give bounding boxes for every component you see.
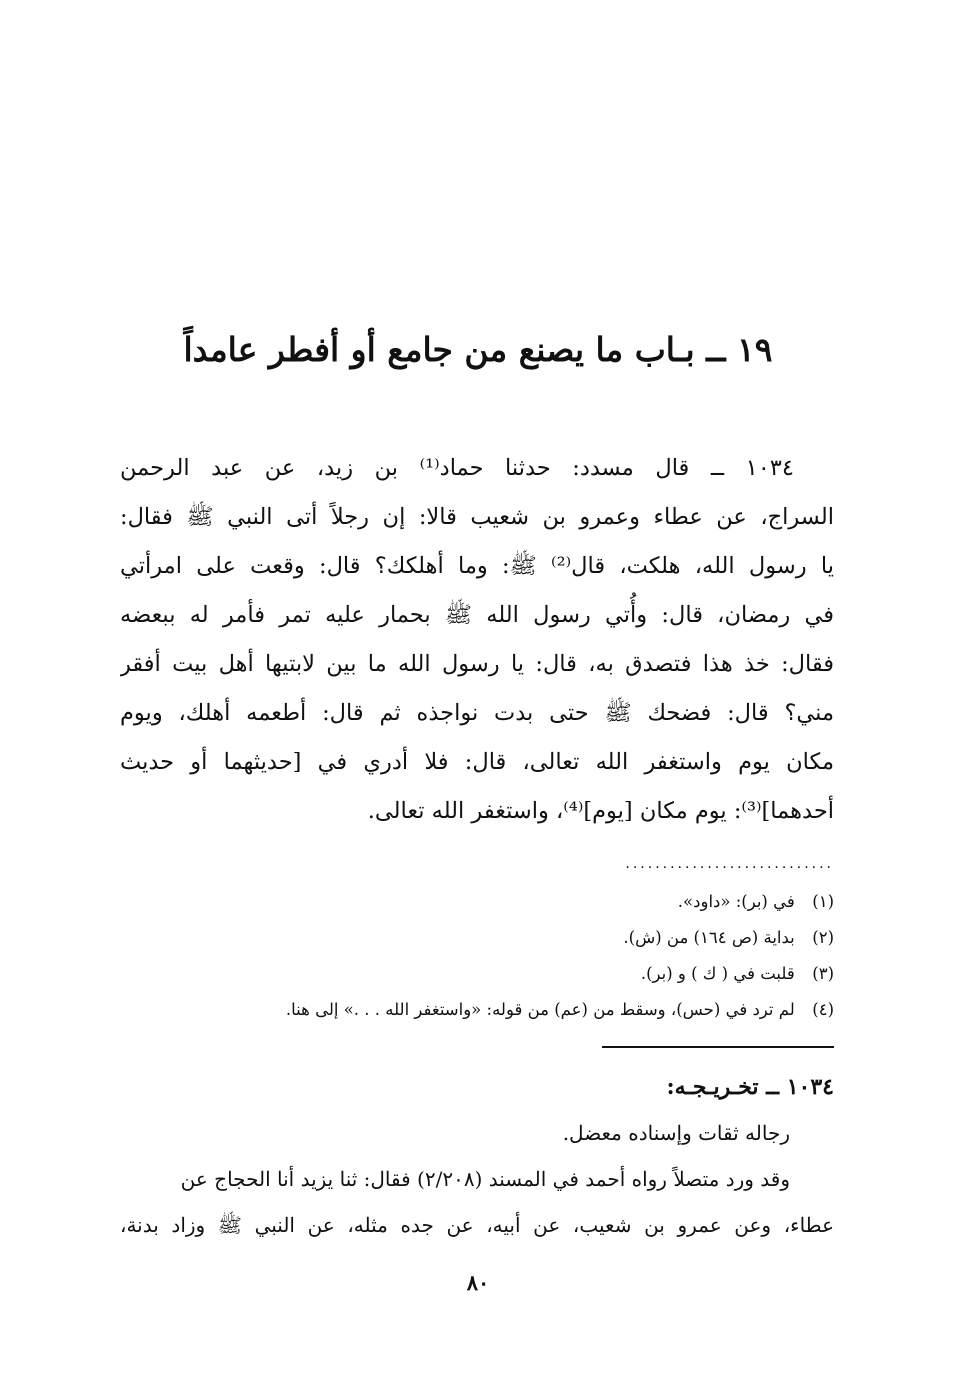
hadith-line: أحدهما]⁽³⁾: يوم مكان [يوم]⁽⁴⁾، واستغفر الله تعالى. (367, 798, 834, 824)
takhrij-line: عطاء، وعن عمرو بن شعيب، عن أبيه، عن جده مثله، عن النبي ﷺ وزاد بدنة، (120, 1213, 834, 1237)
takhrij-line: رجاله ثقات وإسناده معضل. (562, 1121, 790, 1145)
takhrij-section (120, 1064, 834, 1248)
chapter-title: ١٩ ــ بـاب ما يصنع من جامع أو أفطر عامداً (183, 330, 773, 369)
hadith-line: السراج، عن عطاء وعمرو بن شعيب قالا: إن رجلاً أتى النبي ﷺ فقال: (120, 504, 834, 530)
hadith-line: فقال: خذ هذا فتصدق به، قال: يا رسول الله ما بين لابتيها أهل بيت أفقر (120, 651, 834, 677)
footnote-item (150, 920, 834, 956)
hadith-text (120, 444, 834, 836)
footnote-text: لم ترد في (حس)، وسقط من (عم) من قوله: «واستغفر الله . . .» إلى هنا. (285, 1000, 795, 1019)
footnote-item (150, 884, 834, 920)
footnotes (150, 884, 834, 1028)
takhrij-heading: ١٠٣٤ ــ تخـريـجـه: (666, 1074, 834, 1100)
footnote-text: في (بر): «داود». (677, 892, 795, 911)
footnote-number: (٢) (812, 928, 834, 947)
footnote-number: (٤) (812, 1000, 834, 1019)
takhrij-line: وقد ورد متصلاً رواه أحمد في المسند (٢/٢٠٨) فقال: ثنا يزيد أنا الحجاج عن (180, 1167, 790, 1191)
footnote-separator: ............................ (625, 856, 834, 868)
footnote-item (150, 992, 834, 1028)
footnote-text: قلبت في ( ك ) و (بر). (640, 964, 795, 983)
footnote-text: بداية (ص ١٦٤) من (ش). (623, 928, 795, 947)
hadith-line: يا رسول الله، هلكت، قال⁽²⁾ ﷺ: وما أهلكك؟ قال: وقعت على امرأتي (120, 553, 834, 579)
hadith-line: مني؟ قال: فضحك ﷺ حتى بدت نواجذه ثم قال: أطعمه أهلك، ويوم (120, 700, 834, 726)
footnote-number: (١) (812, 892, 834, 911)
footnote-number: (٣) (812, 964, 834, 983)
hadith-line: في رمضان، قال: وأُتي رسول الله ﷺ بحمار عليه تمر فأمر له ببعضه (120, 602, 834, 628)
section-divider (602, 1046, 834, 1048)
hadith-line: مكان يوم واستغفر الله تعالى، قال: فلا أدري في [حديثهما أو حديث (120, 749, 834, 775)
hadith-line: ١٠٣٤ ــ قال مسدد: حدثنا حماد⁽¹⁾ بن زيد، عن عبد الرحمن (120, 455, 794, 481)
page-number: ٨٠ (466, 1270, 490, 1295)
footnote-item (150, 956, 834, 992)
